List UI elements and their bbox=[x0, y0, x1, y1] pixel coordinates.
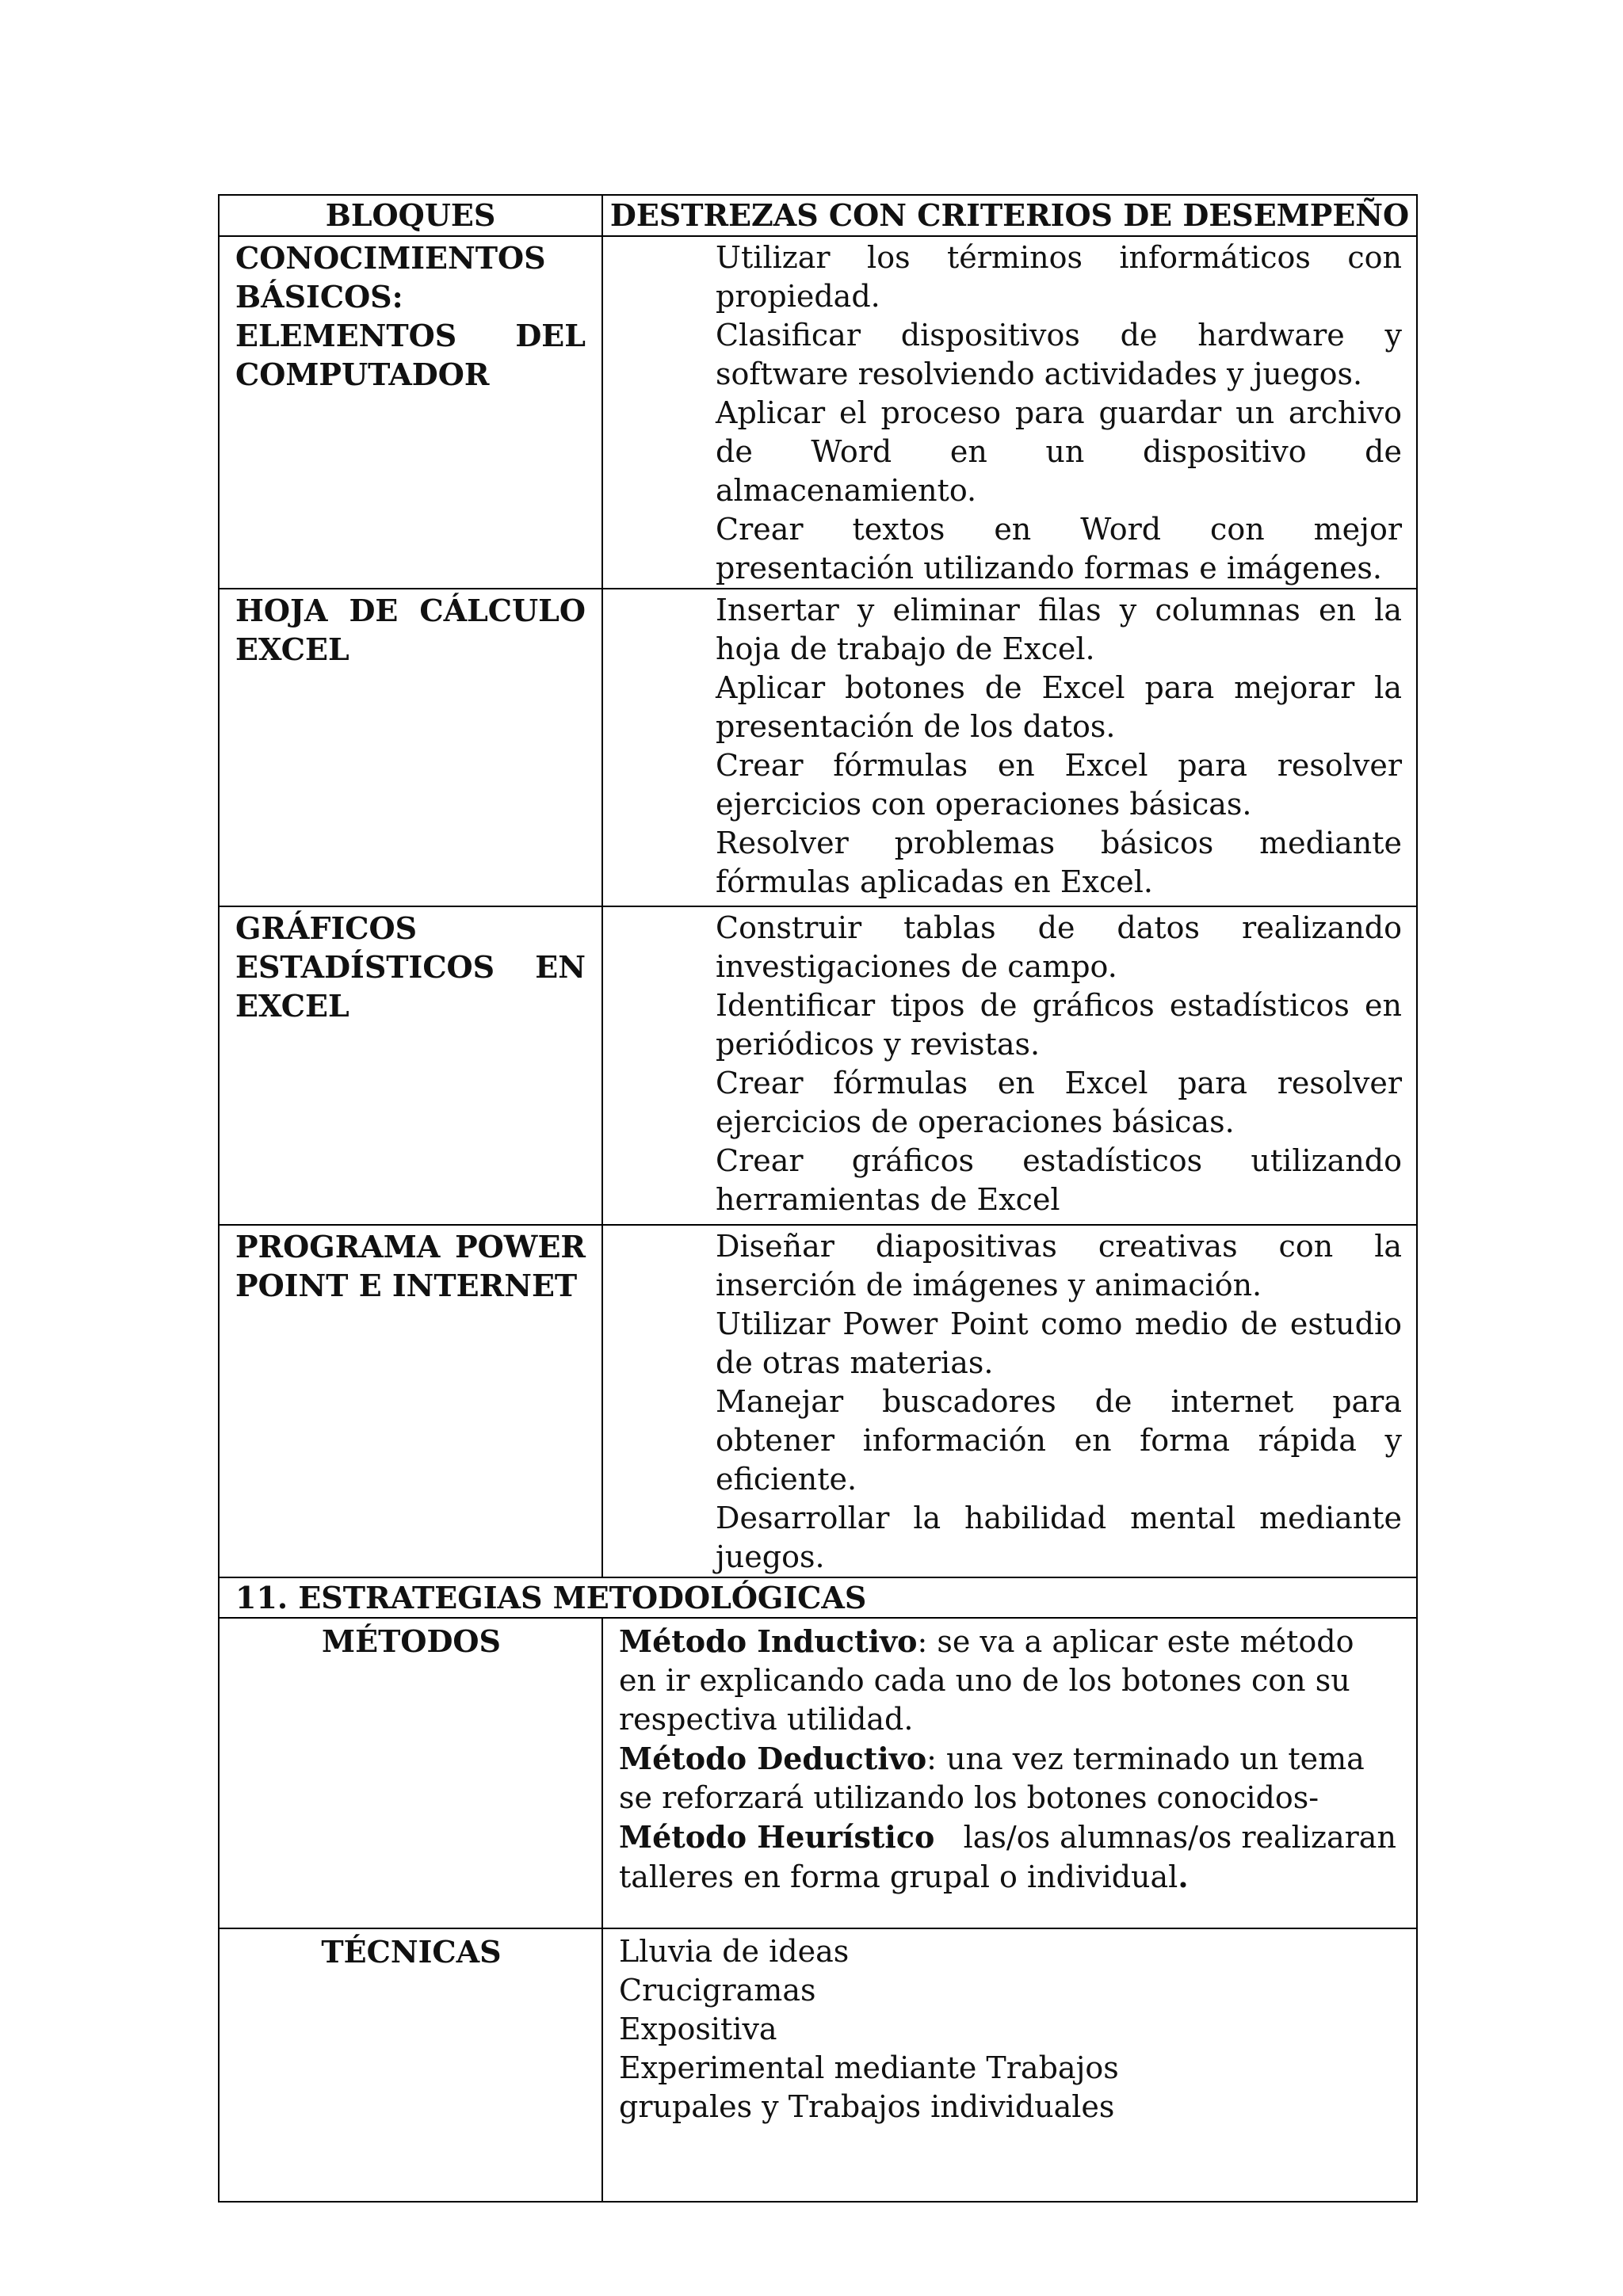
block-title: HOJA DE CÁLCULO EXCEL bbox=[219, 589, 602, 906]
skill-item: Construir tablas de datos realizando investigaciones de campo. bbox=[716, 910, 1402, 984]
table-row bbox=[219, 589, 1417, 906]
skill-item: Clasificar dispositivos de hardware y software resolviendo actividades y juegos. bbox=[716, 318, 1402, 391]
skill-item: Desarrollar la habilidad mental mediante juegos. bbox=[716, 1501, 1402, 1574]
block-title: GRÁFICOS ESTADÍSTICOS EN EXCEL bbox=[219, 906, 602, 1225]
method-name: Método Deductivo bbox=[619, 1741, 927, 1776]
skill-item: Crear textos en Word con mejor presentación utilizando formas e imágenes. bbox=[716, 512, 1402, 585]
technique-item: Crucigramas bbox=[619, 1973, 816, 2008]
method-text: una vez terminado un tema se reforzará utilizando los botones conocidos- bbox=[619, 1741, 1365, 1815]
header-bloques: BLOQUES bbox=[219, 195, 602, 236]
skills-cell bbox=[602, 236, 1417, 589]
method-separator: : bbox=[917, 1624, 938, 1659]
table-row bbox=[219, 236, 1417, 589]
table-header-row bbox=[219, 195, 1417, 236]
table-row bbox=[219, 906, 1417, 1225]
skill-item: Aplicar botones de Excel para mejorar la presentación de los datos. bbox=[716, 670, 1402, 744]
methods-label-cell bbox=[219, 1618, 602, 1928]
technique-item: Expositiva bbox=[619, 2012, 777, 2046]
method-item bbox=[619, 1739, 1400, 1817]
section-heading-row bbox=[219, 1577, 1417, 1618]
techniques-row bbox=[219, 1928, 1417, 2202]
methods-label: MÉTODOS bbox=[322, 1623, 501, 1659]
technique-item: Experimental mediante Trabajos grupales y Trabajos individuales bbox=[619, 2050, 1119, 2124]
table-row bbox=[219, 1225, 1417, 1577]
method-end: . bbox=[1178, 1859, 1189, 1894]
skill-item: Diseñar diapositivas creativas con la inserción de imágenes y animación. bbox=[716, 1229, 1402, 1302]
skill-item: Resolver problemas básicos mediante fórmulas aplicadas en Excel. bbox=[716, 826, 1402, 899]
techniques-cell bbox=[602, 1928, 1417, 2202]
method-item bbox=[619, 1817, 1407, 1897]
skill-item: Utilizar los términos informáticos con propiedad. bbox=[716, 240, 1402, 314]
header-destrezas: DESTREZAS CON CRITERIOS DE DESEMPEÑO bbox=[602, 195, 1417, 236]
techniques-label-cell bbox=[219, 1928, 602, 2202]
skill-item: Crear fórmulas en Excel para resolver ejercicios de operaciones básicas. bbox=[716, 1066, 1402, 1139]
skill-item: Identificar tipos de gráficos estadísticos en periódicos y revistas. bbox=[716, 988, 1402, 1062]
method-separator bbox=[934, 1820, 963, 1855]
section-title: 11. ESTRATEGIAS METODOLÓGICAS bbox=[219, 1577, 1417, 1618]
skill-item: Manejar buscadores de internet para obtener información en forma rápida y eficiente. bbox=[716, 1384, 1402, 1497]
skill-item: Crear gráficos estadísticos utilizando herramientas de Excel bbox=[716, 1143, 1402, 1217]
methods-cell bbox=[602, 1618, 1417, 1928]
skills-cell bbox=[602, 589, 1417, 906]
curriculum-table bbox=[218, 194, 1418, 2203]
methods-row bbox=[219, 1618, 1417, 1928]
block-title: CONOCIMIENTOS BÁSICOS: ELEMENTOS DEL COMPUTADOR bbox=[219, 236, 602, 589]
method-text: las/os alumnas/os realizaran talleres en forma grupal o individual bbox=[619, 1820, 1407, 1894]
block-title: PROGRAMA POWER POINT E INTERNET bbox=[219, 1225, 602, 1577]
method-name: Método Heurístico bbox=[619, 1819, 935, 1855]
method-separator: : bbox=[926, 1741, 947, 1776]
skill-item: Crear fórmulas en Excel para resolver ejercicios con operaciones básicas. bbox=[716, 748, 1402, 822]
skills-cell bbox=[602, 906, 1417, 1225]
technique-item: Lluvia de ideas bbox=[619, 1934, 850, 1969]
skill-item: Insertar y eliminar filas y columnas en la hoja de trabajo de Excel. bbox=[716, 593, 1402, 666]
skill-item: Aplicar el proceso para guardar un archivo de Word en un dispositivo de almacenamiento. bbox=[716, 395, 1402, 508]
method-item bbox=[619, 1622, 1400, 1739]
method-text: se va a aplicar este método en ir explicando cada uno de los botones con su respectiva utilidad. bbox=[619, 1624, 1354, 1737]
skill-item: Utilizar Power Point como medio de estudio de otras materias. bbox=[716, 1306, 1402, 1380]
skills-cell bbox=[602, 1225, 1417, 1577]
method-name: Método Inductivo bbox=[619, 1623, 918, 1659]
techniques-label: TÉCNICAS bbox=[321, 1934, 502, 1970]
